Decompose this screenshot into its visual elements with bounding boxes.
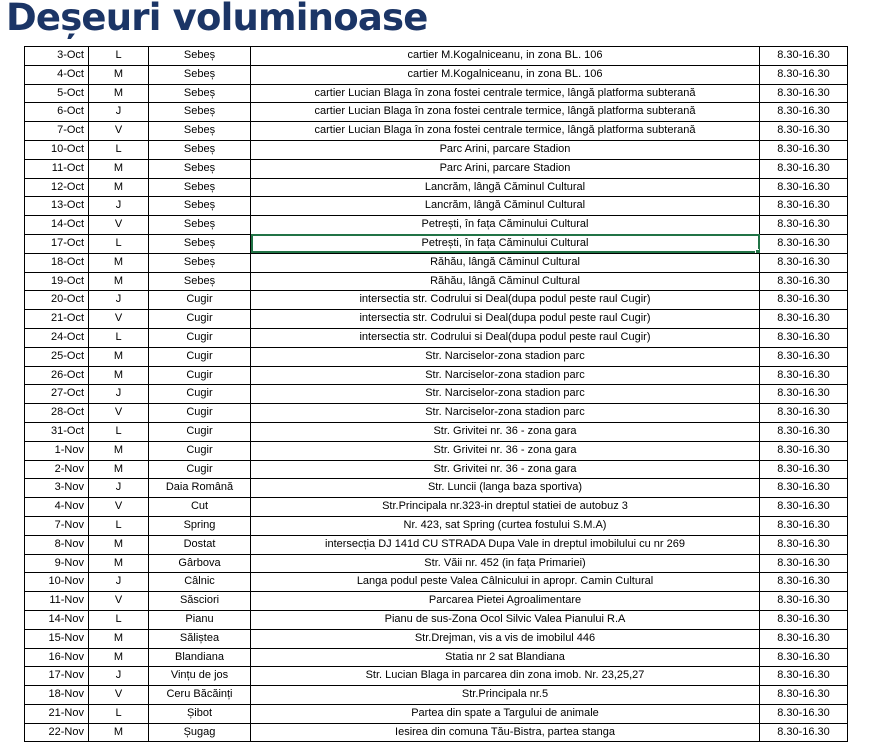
hours-cell[interactable]: 8.30-16.30 bbox=[760, 648, 848, 667]
day-cell[interactable]: L bbox=[89, 140, 149, 159]
address-cell[interactable]: Petrești, în fața Căminului Cultural bbox=[251, 234, 760, 253]
day-cell[interactable]: J bbox=[89, 573, 149, 592]
hours-cell[interactable]: 8.30-16.30 bbox=[760, 573, 848, 592]
day-cell[interactable]: L bbox=[89, 422, 149, 441]
address-cell[interactable]: Str. Grivitei nr. 36 - zona gara bbox=[251, 422, 760, 441]
location-cell[interactable]: Daia Română bbox=[149, 479, 251, 498]
hours-cell[interactable]: 8.30-16.30 bbox=[760, 404, 848, 423]
address-cell[interactable]: cartier Lucian Blaga în zona fostei centrale termice, lângă platforma subterană bbox=[251, 103, 760, 122]
address-cell[interactable]: Răhău, lângă Căminul Cultural bbox=[251, 253, 760, 272]
location-cell[interactable]: Ceru Băcăinți bbox=[149, 686, 251, 705]
location-cell[interactable]: Cugir bbox=[149, 385, 251, 404]
day-cell[interactable]: M bbox=[89, 178, 149, 197]
location-cell[interactable]: Șibot bbox=[149, 704, 251, 723]
table-row bbox=[25, 347, 848, 366]
table-row bbox=[25, 629, 848, 648]
hours-cell[interactable]: 8.30-16.30 bbox=[760, 498, 848, 517]
hours-cell[interactable]: 8.30-16.30 bbox=[760, 234, 848, 253]
fill-handle[interactable] bbox=[755, 249, 760, 254]
location-cell[interactable]: Sebeș bbox=[149, 234, 251, 253]
location-cell[interactable]: Spring bbox=[149, 516, 251, 535]
address-cell[interactable]: Pianu de sus-Zona Ocol Silvic Valea Pianului R.A bbox=[251, 610, 760, 629]
day-cell[interactable]: V bbox=[89, 122, 149, 141]
address-cell[interactable]: intersectia str. Codrului si Deal(dupa podul peste raul Cugir) bbox=[251, 328, 760, 347]
location-cell[interactable]: Sebeș bbox=[149, 103, 251, 122]
address-cell[interactable]: cartier M.Kogalniceanu, in zona BL. 106 bbox=[251, 65, 760, 84]
address-cell[interactable]: Str. Luncii (langa baza sportiva) bbox=[251, 479, 760, 498]
date-cell[interactable]: 16-Nov bbox=[25, 648, 89, 667]
day-cell[interactable]: M bbox=[89, 629, 149, 648]
day-cell[interactable]: V bbox=[89, 216, 149, 235]
day-cell[interactable]: M bbox=[89, 460, 149, 479]
location-cell[interactable]: Vințu de jos bbox=[149, 667, 251, 686]
hours-cell[interactable]: 8.30-16.30 bbox=[760, 159, 848, 178]
location-cell[interactable]: Cut bbox=[149, 498, 251, 517]
hours-cell[interactable]: 8.30-16.30 bbox=[760, 366, 848, 385]
location-cell[interactable]: Cugir bbox=[149, 441, 251, 460]
table-row bbox=[25, 610, 848, 629]
hours-cell[interactable]: 8.30-16.30 bbox=[760, 197, 848, 216]
hours-cell[interactable]: 8.30-16.30 bbox=[760, 178, 848, 197]
location-cell[interactable]: Sebeș bbox=[149, 47, 251, 66]
table-row bbox=[25, 178, 848, 197]
table-row bbox=[25, 47, 848, 66]
hours-cell[interactable]: 8.30-16.30 bbox=[760, 122, 848, 141]
date-cell[interactable]: 27-Oct bbox=[25, 385, 89, 404]
hours-cell[interactable]: 8.30-16.30 bbox=[760, 554, 848, 573]
hours-cell[interactable]: 8.30-16.30 bbox=[760, 272, 848, 291]
hours-cell[interactable]: 8.30-16.30 bbox=[760, 65, 848, 84]
location-cell[interactable]: Blandiana bbox=[149, 648, 251, 667]
hours-cell[interactable]: 8.30-16.30 bbox=[760, 460, 848, 479]
table-row bbox=[25, 667, 848, 686]
address-cell[interactable]: Lancrăm, lângă Căminul Cultural bbox=[251, 197, 760, 216]
hours-cell[interactable]: 8.30-16.30 bbox=[760, 328, 848, 347]
location-cell[interactable]: Sebeș bbox=[149, 197, 251, 216]
location-cell[interactable]: Sebeș bbox=[149, 84, 251, 103]
address-cell[interactable]: Str. Lucian Blaga in parcarea din zona imob. Nr. 23,25,27 bbox=[251, 667, 760, 686]
hours-cell[interactable]: 8.30-16.30 bbox=[760, 140, 848, 159]
location-cell[interactable]: Cugir bbox=[149, 328, 251, 347]
table-row bbox=[25, 216, 848, 235]
location-cell[interactable]: Cugir bbox=[149, 366, 251, 385]
table-row bbox=[25, 328, 848, 347]
date-cell[interactable]: 15-Nov bbox=[25, 629, 89, 648]
hours-cell[interactable]: 8.30-16.30 bbox=[760, 310, 848, 329]
hours-cell[interactable]: 8.30-16.30 bbox=[760, 347, 848, 366]
location-cell[interactable]: Cugir bbox=[149, 422, 251, 441]
address-cell[interactable]: Parcarea Pietei Agroalimentare bbox=[251, 592, 760, 611]
day-cell[interactable]: J bbox=[89, 385, 149, 404]
day-cell[interactable]: V bbox=[89, 310, 149, 329]
date-cell[interactable]: 18-Oct bbox=[25, 253, 89, 272]
day-cell[interactable]: M bbox=[89, 535, 149, 554]
location-cell[interactable]: Dostat bbox=[149, 535, 251, 554]
table-row bbox=[25, 516, 848, 535]
day-cell[interactable]: M bbox=[89, 366, 149, 385]
table-row bbox=[25, 272, 848, 291]
table-row bbox=[25, 573, 848, 592]
address-cell[interactable]: intersecția DJ 141d CU STRADA Dupa Vale in dreptul imobilului cu nr 269 bbox=[251, 535, 760, 554]
address-cell[interactable]: Iesirea din comuna Tău-Bistra, partea stanga bbox=[251, 723, 760, 742]
table-row bbox=[25, 197, 848, 216]
address-cell[interactable]: Langa podul peste Valea Câlnicului in apropr. Camin Cultural bbox=[251, 573, 760, 592]
day-cell[interactable]: M bbox=[89, 723, 149, 742]
table-row bbox=[25, 686, 848, 705]
location-cell[interactable]: Gârbova bbox=[149, 554, 251, 573]
address-cell[interactable]: cartier Lucian Blaga în zona fostei centrale termice, lângă platforma subterană bbox=[251, 122, 760, 141]
address-cell[interactable]: Str. Văii nr. 452 (in fața Primariei) bbox=[251, 554, 760, 573]
day-cell[interactable]: M bbox=[89, 84, 149, 103]
table-row bbox=[25, 422, 848, 441]
address-cell[interactable]: Parc Arini, parcare Stadion bbox=[251, 159, 760, 178]
date-cell[interactable]: 1-Nov bbox=[25, 441, 89, 460]
location-cell[interactable]: Pianu bbox=[149, 610, 251, 629]
table-row bbox=[25, 592, 848, 611]
day-cell[interactable]: J bbox=[89, 197, 149, 216]
address-cell[interactable]: Statia nr 2 sat Blandiana bbox=[251, 648, 760, 667]
date-cell[interactable]: 5-Oct bbox=[25, 84, 89, 103]
address-cell[interactable]: Nr. 423, sat Spring (curtea fostului S.M.A) bbox=[251, 516, 760, 535]
location-cell[interactable]: Sebeș bbox=[149, 272, 251, 291]
day-cell[interactable]: M bbox=[89, 347, 149, 366]
date-cell[interactable]: 17-Oct bbox=[25, 234, 89, 253]
location-cell[interactable]: Sebeș bbox=[149, 216, 251, 235]
date-cell[interactable]: 4-Nov bbox=[25, 498, 89, 517]
hours-cell[interactable]: 8.30-16.30 bbox=[760, 103, 848, 122]
date-cell[interactable]: 12-Oct bbox=[25, 178, 89, 197]
day-cell[interactable]: J bbox=[89, 667, 149, 686]
location-cell[interactable]: Sebeș bbox=[149, 140, 251, 159]
hours-cell[interactable]: 8.30-16.30 bbox=[760, 686, 848, 705]
table-row bbox=[25, 460, 848, 479]
hours-cell[interactable]: 8.30-16.30 bbox=[760, 385, 848, 404]
day-cell[interactable]: J bbox=[89, 103, 149, 122]
day-cell[interactable]: M bbox=[89, 441, 149, 460]
address-cell[interactable]: Str. Grivitei nr. 36 - zona gara bbox=[251, 460, 760, 479]
day-cell[interactable]: M bbox=[89, 253, 149, 272]
table-row bbox=[25, 84, 848, 103]
address-cell[interactable]: intersectia str. Codrului si Deal(dupa podul peste raul Cugir) bbox=[251, 291, 760, 310]
date-cell[interactable]: 4-Oct bbox=[25, 65, 89, 84]
table-row bbox=[25, 648, 848, 667]
schedule-table bbox=[24, 46, 848, 742]
location-cell[interactable]: Săsciori bbox=[149, 592, 251, 611]
day-cell[interactable]: M bbox=[89, 65, 149, 84]
address-cell[interactable]: Petrești, în fața Căminului Cultural bbox=[251, 216, 760, 235]
day-cell[interactable]: M bbox=[89, 554, 149, 573]
address-cell[interactable]: Str.Principala nr.323-in dreptul statiei de autobuz 3 bbox=[251, 498, 760, 517]
table-row bbox=[25, 366, 848, 385]
day-cell[interactable]: M bbox=[89, 272, 149, 291]
table-row bbox=[25, 122, 848, 141]
table-row bbox=[25, 554, 848, 573]
address-cell[interactable]: Parc Arini, parcare Stadion bbox=[251, 140, 760, 159]
table-row bbox=[25, 535, 848, 554]
hours-cell[interactable]: 8.30-16.30 bbox=[760, 592, 848, 611]
table-row bbox=[25, 723, 848, 742]
address-cell[interactable]: Str.Principala nr.5 bbox=[251, 686, 760, 705]
date-cell[interactable]: 7-Nov bbox=[25, 516, 89, 535]
hours-cell[interactable]: 8.30-16.30 bbox=[760, 84, 848, 103]
location-cell[interactable]: Cugir bbox=[149, 404, 251, 423]
date-cell[interactable]: 9-Nov bbox=[25, 554, 89, 573]
day-cell[interactable]: L bbox=[89, 234, 149, 253]
address-cell[interactable]: Str. Narciselor-zona stadion parc bbox=[251, 366, 760, 385]
date-cell[interactable]: 31-Oct bbox=[25, 422, 89, 441]
address-cell[interactable]: Lancrăm, lângă Căminul Cultural bbox=[251, 178, 760, 197]
location-cell[interactable]: Săliștea bbox=[149, 629, 251, 648]
table-row bbox=[25, 253, 848, 272]
date-cell[interactable]: 11-Oct bbox=[25, 159, 89, 178]
location-cell[interactable]: Cugir bbox=[149, 460, 251, 479]
table-row bbox=[25, 498, 848, 517]
date-cell[interactable]: 2-Nov bbox=[25, 460, 89, 479]
date-cell[interactable]: 22-Nov bbox=[25, 723, 89, 742]
date-cell[interactable]: 20-Oct bbox=[25, 291, 89, 310]
day-cell[interactable]: V bbox=[89, 592, 149, 611]
date-cell[interactable]: 24-Oct bbox=[25, 328, 89, 347]
day-cell[interactable]: V bbox=[89, 404, 149, 423]
date-cell[interactable]: 6-Oct bbox=[25, 103, 89, 122]
address-cell[interactable]: Str. Narciselor-zona stadion parc bbox=[251, 347, 760, 366]
address-cell[interactable]: Str. Narciselor-zona stadion parc bbox=[251, 404, 760, 423]
hours-cell[interactable]: 8.30-16.30 bbox=[760, 422, 848, 441]
schedule-rows bbox=[25, 47, 848, 742]
hours-cell[interactable]: 8.30-16.30 bbox=[760, 610, 848, 629]
address-cell[interactable]: Partea din spate a Targului de animale bbox=[251, 704, 760, 723]
date-cell[interactable]: 10-Oct bbox=[25, 140, 89, 159]
day-cell[interactable]: L bbox=[89, 47, 149, 66]
date-cell[interactable]: 21-Oct bbox=[25, 310, 89, 329]
table-row bbox=[25, 65, 848, 84]
date-cell[interactable]: 18-Nov bbox=[25, 686, 89, 705]
address-cell[interactable]: Str. Narciselor-zona stadion parc bbox=[251, 385, 760, 404]
hours-cell[interactable]: 8.30-16.30 bbox=[760, 441, 848, 460]
table-row bbox=[25, 310, 848, 329]
table-row bbox=[25, 441, 848, 460]
address-cell[interactable]: cartier M.Kogalniceanu, in zona BL. 106 bbox=[251, 47, 760, 66]
hours-cell[interactable]: 8.30-16.30 bbox=[760, 535, 848, 554]
day-cell[interactable]: L bbox=[89, 328, 149, 347]
date-cell[interactable]: 14-Oct bbox=[25, 216, 89, 235]
date-cell[interactable]: 10-Nov bbox=[25, 573, 89, 592]
date-cell[interactable]: 7-Oct bbox=[25, 122, 89, 141]
table-row bbox=[25, 704, 848, 723]
table-row bbox=[25, 159, 848, 178]
hours-cell[interactable]: 8.30-16.30 bbox=[760, 47, 848, 66]
hours-cell[interactable]: 8.30-16.30 bbox=[760, 629, 848, 648]
hours-cell[interactable]: 8.30-16.30 bbox=[760, 667, 848, 686]
date-cell[interactable]: 25-Oct bbox=[25, 347, 89, 366]
table-row bbox=[25, 291, 848, 310]
date-cell[interactable]: 21-Nov bbox=[25, 704, 89, 723]
table-row bbox=[25, 404, 848, 423]
day-cell[interactable]: M bbox=[89, 159, 149, 178]
address-cell[interactable]: intersectia str. Codrului si Deal(dupa podul peste raul Cugir) bbox=[251, 310, 760, 329]
address-cell[interactable]: cartier Lucian Blaga în zona fostei centrale termice, lângă platforma subterană bbox=[251, 84, 760, 103]
date-cell[interactable]: 17-Nov bbox=[25, 667, 89, 686]
date-cell[interactable]: 11-Nov bbox=[25, 592, 89, 611]
hours-cell[interactable]: 8.30-16.30 bbox=[760, 516, 848, 535]
page-title: Deșeuri voluminoase bbox=[6, 0, 428, 39]
date-cell[interactable]: 14-Nov bbox=[25, 610, 89, 629]
date-cell[interactable]: 13-Oct bbox=[25, 197, 89, 216]
hours-cell[interactable]: 8.30-16.30 bbox=[760, 723, 848, 742]
table-row bbox=[25, 479, 848, 498]
date-cell[interactable]: 19-Oct bbox=[25, 272, 89, 291]
day-cell[interactable]: V bbox=[89, 686, 149, 705]
table-row bbox=[25, 385, 848, 404]
date-cell[interactable]: 8-Nov bbox=[25, 535, 89, 554]
day-cell[interactable]: V bbox=[89, 498, 149, 517]
table-row bbox=[25, 234, 848, 253]
day-cell[interactable]: J bbox=[89, 479, 149, 498]
day-cell[interactable]: M bbox=[89, 648, 149, 667]
location-cell[interactable]: Cugir bbox=[149, 291, 251, 310]
address-cell[interactable]: Str.Drejman, vis a vis de imobilul 446 bbox=[251, 629, 760, 648]
hours-cell[interactable]: 8.30-16.30 bbox=[760, 479, 848, 498]
hours-cell[interactable]: 8.30-16.30 bbox=[760, 291, 848, 310]
day-cell[interactable]: L bbox=[89, 610, 149, 629]
address-cell[interactable]: Str. Grivitei nr. 36 - zona gara bbox=[251, 441, 760, 460]
hours-cell[interactable]: 8.30-16.30 bbox=[760, 704, 848, 723]
location-cell[interactable]: Sebeș bbox=[149, 65, 251, 84]
date-cell[interactable]: 3-Oct bbox=[25, 47, 89, 66]
date-cell[interactable]: 3-Nov bbox=[25, 479, 89, 498]
day-cell[interactable]: L bbox=[89, 516, 149, 535]
location-cell[interactable]: Cugir bbox=[149, 310, 251, 329]
address-cell[interactable]: Răhău, lângă Căminul Cultural bbox=[251, 272, 760, 291]
date-cell[interactable]: 26-Oct bbox=[25, 366, 89, 385]
location-cell[interactable]: Câlnic bbox=[149, 573, 251, 592]
table-row bbox=[25, 140, 848, 159]
hours-cell[interactable]: 8.30-16.30 bbox=[760, 216, 848, 235]
location-cell[interactable]: Sebeș bbox=[149, 159, 251, 178]
hours-cell[interactable]: 8.30-16.30 bbox=[760, 253, 848, 272]
table-row bbox=[25, 103, 848, 122]
location-cell[interactable]: Sebeș bbox=[149, 253, 251, 272]
location-cell[interactable]: Sebeș bbox=[149, 178, 251, 197]
location-cell[interactable]: Șugag bbox=[149, 723, 251, 742]
location-cell[interactable]: Sebeș bbox=[149, 122, 251, 141]
location-cell[interactable]: Cugir bbox=[149, 347, 251, 366]
day-cell[interactable]: J bbox=[89, 291, 149, 310]
day-cell[interactable]: L bbox=[89, 704, 149, 723]
date-cell[interactable]: 28-Oct bbox=[25, 404, 89, 423]
